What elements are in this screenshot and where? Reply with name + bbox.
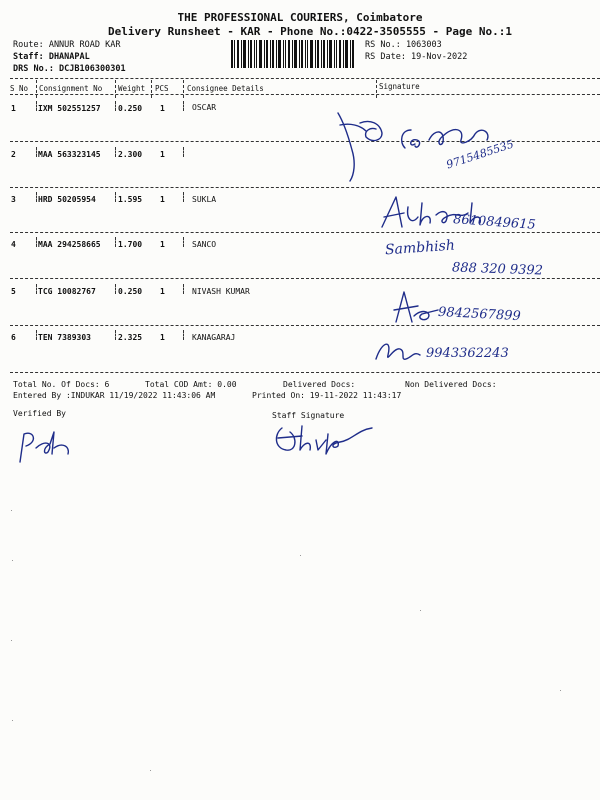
row4-name: Sambhish — [384, 237, 456, 259]
verifier-signature — [14, 428, 84, 468]
signature-row6 — [374, 337, 424, 371]
printed-on: Printed On: 19-11-2022 11:43:17 — [252, 391, 402, 400]
scan-speck — [12, 560, 13, 561]
col-divider — [36, 237, 37, 247]
staff-signature-label: Staff Signature — [272, 411, 345, 420]
col-signature: Signature — [379, 82, 420, 91]
col-divider — [36, 80, 37, 98]
total-cod: Total COD Amt: 0.00 — [145, 380, 237, 389]
row-pcs: 1 — [160, 240, 165, 249]
row2-phone: 9715485535 — [444, 137, 516, 172]
row-sno: 3 — [11, 195, 16, 204]
row-weight: 2.325 — [118, 333, 143, 342]
row-pcs: 1 — [160, 195, 165, 204]
row-weight: 0.250 — [118, 287, 143, 296]
scan-speck — [11, 510, 12, 511]
row-sno: 6 — [11, 333, 16, 342]
row-separator — [10, 278, 600, 279]
row-separator — [10, 232, 600, 233]
signature-stroke — [330, 105, 400, 185]
col-divider — [183, 147, 184, 157]
col-weight: Weight — [118, 84, 146, 93]
row-sno: 2 — [11, 150, 16, 159]
signature-stroke — [374, 337, 424, 367]
non-delivered-docs: Non Delivered Docs: — [405, 380, 497, 389]
scan-speck — [420, 610, 421, 611]
drs-number: DRS No.: DCJB106300301 — [13, 64, 126, 74]
row-consignment: TCG 10082767 — [38, 287, 96, 296]
row-consignee: SANCO — [192, 240, 217, 249]
col-divider — [183, 284, 184, 294]
signature-row5 — [392, 286, 442, 330]
scan-speck — [560, 690, 561, 691]
row-sno: 4 — [11, 240, 16, 249]
row-consignment: TEN 7389303 — [38, 333, 91, 342]
row-consignee: SUKLA — [192, 195, 217, 204]
col-sno: S No — [10, 84, 29, 93]
col-divider — [183, 237, 184, 247]
row3-phone: 8610849615 — [452, 212, 537, 233]
table-top-rule — [10, 78, 600, 79]
row-sno: 1 — [11, 104, 16, 113]
col-divider — [115, 284, 116, 294]
row-consignee: NIVASH KUMAR — [192, 287, 250, 296]
col-divider — [183, 80, 184, 98]
total-docs: Total No. Of Docs: 6 — [13, 380, 110, 389]
col-divider — [36, 101, 37, 111]
row6-phone: 9943362243 — [426, 346, 509, 361]
scan-speck — [150, 770, 151, 771]
row-weight: 0.250 — [118, 104, 143, 113]
scan-speck — [12, 720, 13, 721]
verified-by-label: Verified By — [13, 409, 66, 418]
signature-stroke — [14, 428, 84, 464]
company-title: THE PROFESSIONAL COURIERS, Coimbatore — [177, 11, 423, 24]
row-consignment: MAA 563323145 — [38, 150, 101, 159]
row-pcs: 1 — [160, 104, 165, 113]
row5-phone: 9842567899 — [437, 304, 522, 325]
col-divider — [115, 237, 116, 247]
row-sno: 5 — [11, 287, 16, 296]
scan-speck — [11, 640, 12, 641]
col-divider — [115, 101, 116, 111]
col-consignment: Consignment No — [39, 84, 103, 93]
barcode-graphic — [231, 40, 356, 68]
row-consignee: KANAGARAJ — [192, 333, 236, 342]
col-divider — [151, 80, 152, 98]
table-bottom-rule — [10, 372, 600, 373]
row-consignment: MAA 294258665 — [38, 240, 101, 249]
col-divider — [183, 101, 184, 111]
col-divider — [115, 192, 116, 202]
signature-stroke — [268, 420, 383, 456]
col-divider — [36, 192, 37, 202]
col-divider — [36, 284, 37, 294]
runsheet-subtitle: Delivery Runsheet - KAR - Phone No.:0422-3505555 - Page No.:1 — [108, 25, 512, 38]
table-header-rule — [10, 94, 600, 95]
signature-stroke — [392, 286, 442, 326]
row-consignment: IXM 502551257 — [38, 104, 101, 113]
signature-row1 — [330, 105, 400, 189]
col-divider — [36, 330, 37, 340]
rs-date: RS Date: 19-Nov-2022 — [365, 52, 468, 62]
entered-by: Entered By :INDUKAR 11/19/2022 11:43:06 AM — [13, 391, 216, 400]
delivered-docs: Delivered Docs: — [283, 380, 356, 389]
row-separator — [10, 187, 600, 188]
row-weight: 1.700 — [118, 240, 143, 249]
col-pcs: PCS — [155, 84, 169, 93]
row-pcs: 1 — [160, 333, 165, 342]
row-consignment: HRD 50205954 — [38, 195, 96, 204]
col-divider — [183, 192, 184, 202]
row-consignee: OSCAR — [192, 103, 217, 112]
row-weight: 2.300 — [118, 150, 143, 159]
col-divider — [376, 80, 377, 98]
col-divider — [115, 80, 116, 98]
row-pcs: 1 — [160, 150, 165, 159]
staff-signature — [268, 420, 383, 460]
col-consignee: Consignee Details — [187, 84, 264, 93]
row-separator — [10, 325, 600, 326]
row-weight: 1.595 — [118, 195, 143, 204]
row4-phone: 888 320 9392 — [451, 260, 544, 279]
col-divider — [115, 147, 116, 157]
col-divider — [36, 147, 37, 157]
col-divider — [115, 330, 116, 340]
rs-number: RS No.: 1063003 — [365, 40, 442, 50]
row-pcs: 1 — [160, 287, 165, 296]
scan-speck — [300, 555, 301, 556]
barcode — [231, 40, 356, 68]
route-label: Route: ANNUR ROAD KAR — [13, 40, 121, 50]
staff-label: Staff: DHANAPAL — [13, 52, 90, 62]
col-divider — [183, 330, 184, 340]
